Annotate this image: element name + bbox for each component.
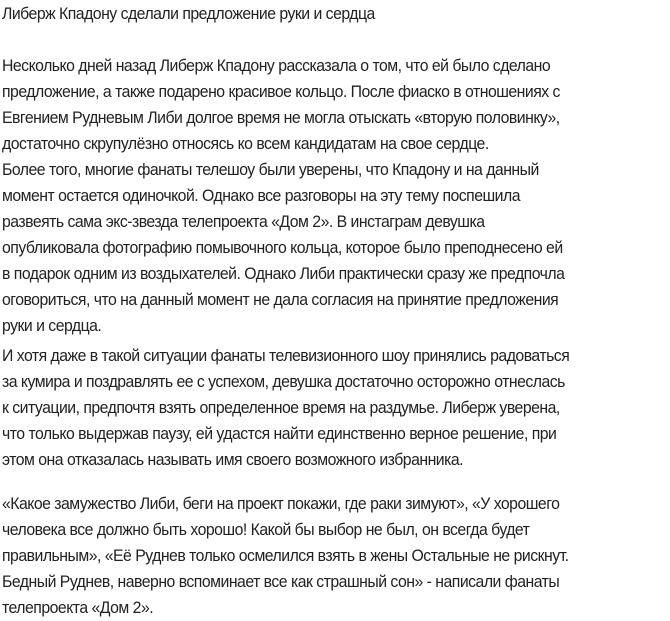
paragraph-line: достаточно скрупулёзно относясь ко всем кандидатам на свое сердце.	[2, 134, 489, 153]
paragraph-line: момент остается одиночкой. Однако все разговоры на эту тему поспешила	[2, 186, 520, 205]
paragraph-line: развеять сама экс-звезда телепроекта «Дом 2». В инстаграм девушка	[2, 212, 485, 231]
paragraph-line: руки и сердца.	[2, 316, 102, 335]
paragraph-line: «Какое замужество Либи, беги на проект покажи, где раки зимуют», «У хорошего	[2, 494, 560, 513]
paragraph-line: Несколько дней назад Либерж Кпадону рассказала о том, что ей было сделано	[2, 56, 551, 75]
paragraph-line: И хотя даже в такой ситуации фанаты телевизионного шоу принялись радоваться	[2, 346, 570, 365]
paragraph-line: за кумира и поздравлять ее с успехом, девушка достаточно осторожно отнеслась	[2, 372, 565, 391]
paragraph-line: что только выдержав паузу, ей удастся найти единственно верное решение, при	[2, 424, 557, 443]
paragraph-line: Более того, многие фанаты телешоу были уверены, что Кпадону и на данный	[2, 160, 539, 179]
paragraph-line: опубликовала фотографию помывочного кольца, которое было преподнесено ей	[2, 238, 563, 257]
paragraph-line: в подарок одним из воздыхателей. Однако Либи практически сразу же предпочла	[2, 264, 565, 283]
paragraph-line: Евгением Рудневым Либи долгое время не могла отыскать «вторую половинку»,	[2, 108, 560, 127]
paragraph-line: телепроекта «Дом 2».	[2, 598, 154, 617]
paragraph-line: правильным», «Её Руднев только осмелился взять в жены Остальные не рискнут.	[2, 546, 569, 565]
paragraph-line: к ситуации, предпочтя взять определенное время на раздумье. Либерж уверена,	[2, 398, 560, 417]
paragraph-line: человека все должно быть хорошо! Какой бы выбор не был, он всегда будет	[2, 520, 530, 539]
paragraph-line: Бедный Руднев, наверно вспоминает все как страшный сон» - написали фанаты	[2, 572, 560, 591]
article-title: Либерж Кпадону сделали предложение руки и сердца	[2, 4, 375, 23]
paragraph-line: оговориться, что на данный момент не дала согласия на принятие предложения	[2, 290, 559, 309]
paragraph-line: предложение, а также подарено красивое кольцо. После фиаско в отношениях с	[2, 82, 560, 101]
paragraph-line: этом она отказалась называть имя своего возможного избранника.	[2, 450, 464, 469]
